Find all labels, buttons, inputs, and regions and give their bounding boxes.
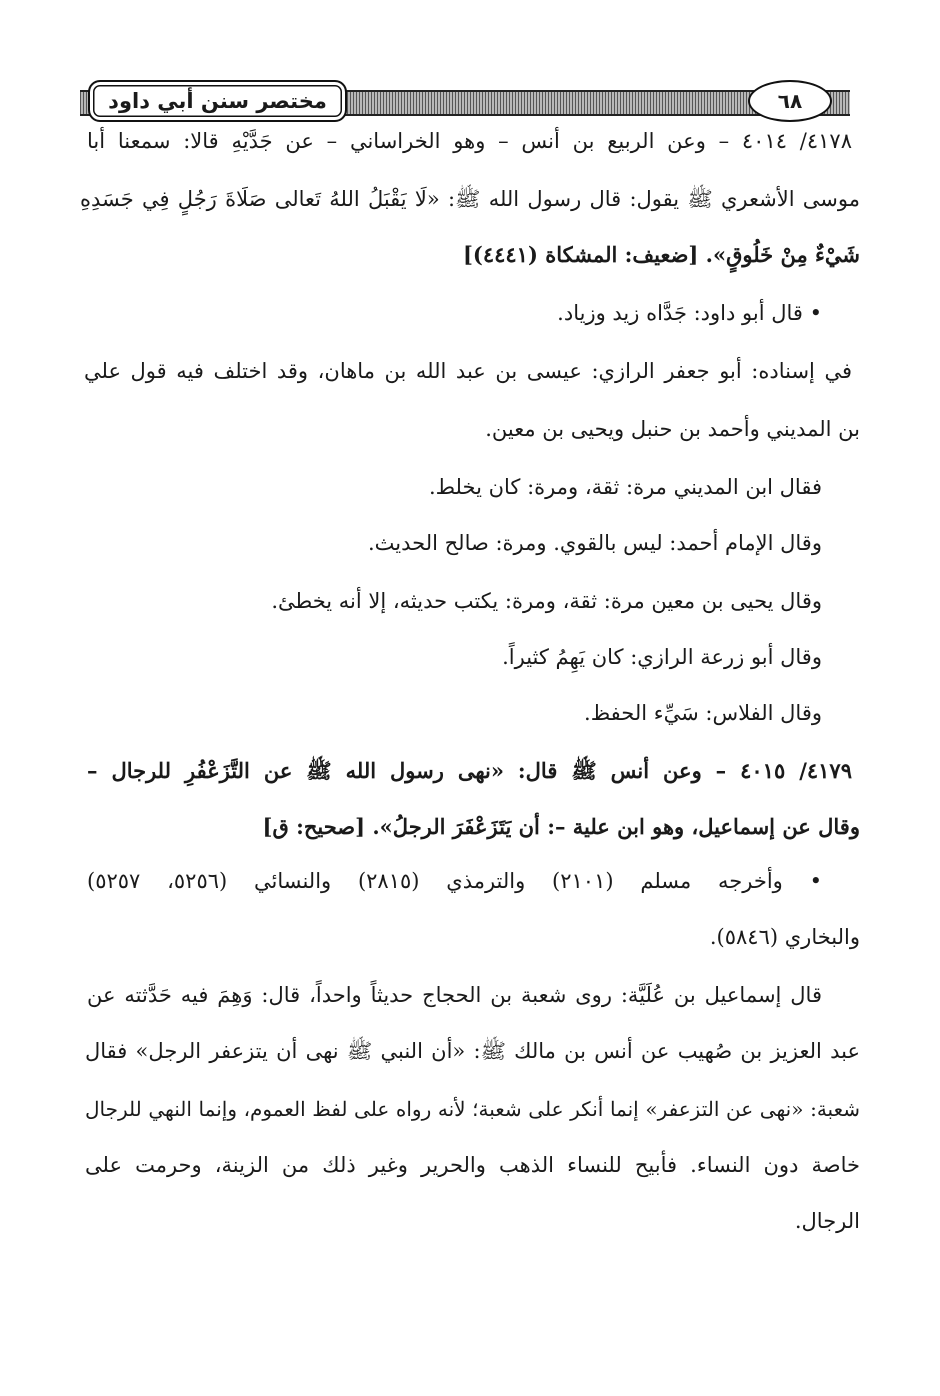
page-number: ٦٨ [748,80,832,122]
text-line: وقال يحيى بن معين مرة: ثقة، ومرة: يكتب حديثه، إلا أنه يخطئ. [271,589,822,613]
text-line: وقال الإمام أحمد: ليس بالقوي. ومرة: صالح الحديث. [367,531,822,555]
text-line: الرجال. [794,1209,860,1233]
text-line: خاصة دون النساء. فأبيح للنساء الذهب والحرير وغير ذلك من الزينة، وحرمت على [85,1153,860,1177]
text-line: ٤١٧٩/ ٤٠١٥ – وعن أنس ﷺ قال: «نهى رسول الله ﷺ عن التَّزَعْفُرِ للرجال – [87,758,852,783]
text-line: قال إسماعيل بن عُلَيَّة: روى شعبة بن الحجاج حديثاً واحداً، قال: وَهِمَ فيه حَدَّثته عن [87,983,822,1007]
book-title: مختصر سنن أبي داود [88,80,347,122]
text-line: وقال عن إسماعيل، وهو ابن علية –: أن يَتَزَعْفَرَ الرجلُ». [صحيح: ق] [262,814,860,839]
text-line: • قال أبو داود: جَدَّاه زيد وزياد. [557,301,822,325]
text-line: فقال ابن المديني مرة: ثقة، ومرة: كان يخلط. [428,475,822,499]
text-line: عبد العزيز بن صُهيب عن أنس بن مالك ﷺ: «أن النبي ﷺ نهى أن يتزعفر الرجل» فقال [85,1039,860,1063]
text-line: شَيْءٌ مِنْ خَلُوقٍ». [ضعيف: المشكاة (٤٤٤١)] [462,242,860,267]
text-line: وقال الفلاس: سَيِّء الحفظ. [584,701,822,725]
text-line: موسى الأشعري ﷺ يقول: قال رسول الله ﷺ: «لَا يَقْبَلُ اللهُ تَعالى صَلَاةَ رَجُلٍ فِي جَسَدِهِ [80,187,860,211]
text-line: ٤١٧٨/ ٤٠١٤ – وعن الربيع بن أنس – وهو الخراساني – عن جَدَّيْهِ قالا: سمعنا أبا [87,129,852,153]
text-line: بن المديني وأحمد بن حنبل ويحيى بن معين. [485,417,860,441]
text-line: والبخاري (٥٨٤٦). [709,925,860,949]
text-line: في إسناده: أبو جعفر الرازي: عيسى بن عبد الله بن ماهان، وقد اختلف فيه قول علي [84,359,852,383]
page-header [80,80,850,122]
text-line: وقال أبو زرعة الرازي: كان يَهِمُ كثيراً. [502,645,822,669]
text-line: شعبة: «نهى عن التزعفر» إنما أنكر على شعبة؛ لأنه رواه على لفظ العموم، وإنما النهي للرجال [85,1097,860,1121]
text-line: • وأخرجه مسلم (٢١٠١) والترمذي (٢٨١٥) والنسائي (٥٢٥٦، ٥٢٥٧) [87,869,822,893]
